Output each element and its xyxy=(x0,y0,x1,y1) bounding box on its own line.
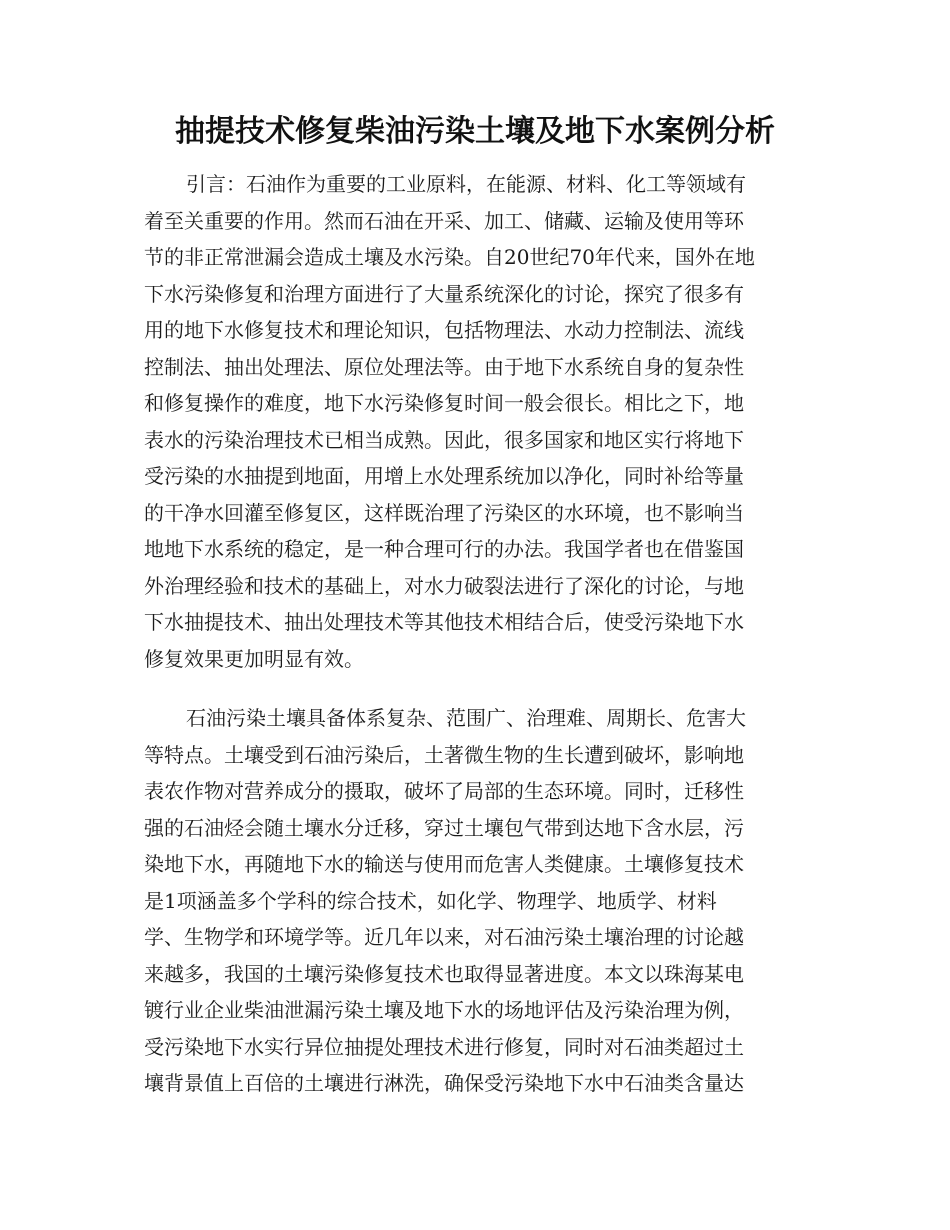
text-line: 地地下水系统的稳定，是一种合理可行的办法。我国学者也在借鉴国 xyxy=(144,537,744,561)
text-line: 表水的污染治理技术已相当成熟。因此，很多国家和地区实行将地下 xyxy=(144,427,744,452)
text-line: 强的石油烃会随土壤水分迁移，穿过土壤包气带到达地下含水层，污 xyxy=(144,815,744,840)
text-line: 来越多，我国的土壤污染修复技术也取得显著进度。本文以珠海某电 xyxy=(144,961,744,986)
text-line: 和修复操作的难度，地下水污染修复时间一般会很长。相比之下，地 xyxy=(144,391,744,415)
text-line: 用的地下水修复技术和理论知识，包括物理法、水动力控制法、流线 xyxy=(144,318,744,342)
text-line: 修复效果更加明显有效。 xyxy=(144,646,364,671)
text-line: 受污染地下水实行异位抽提处理技术进行修复，同时对石油类超过土 xyxy=(144,1034,744,1059)
paragraph-introduction xyxy=(144,166,814,677)
text-line: 着至关重要的作用。然而石油在开采、加工、储藏、运输及使用等环 xyxy=(144,208,744,233)
text-line: 表农作物对营养成分的摄取，破坏了局部的生态环境。同时，迁移性 xyxy=(144,779,744,803)
text-line: 下水抽提技术、抽出处理技术等其他技术相结合后，使受污染地下水 xyxy=(144,610,744,634)
text-line: 受污染的水抽提到地面，用增上水处理系统加以净化，同时补给等量 xyxy=(144,464,744,488)
text-line: 控制法、抽出处理法、原位处理法等。由于地下水系统自身的复杂性 xyxy=(144,354,744,379)
text-line: 等特点。土壤受到石油污染后，土著微生物的生长遭到破坏，影响地 xyxy=(144,742,744,767)
text-line: 引言：石油作为重要的工业原料，在能源、材料、化工等领域有 xyxy=(186,172,746,196)
text-line: 学、生物学和环境学等。近几年以来，对石油污染土壤治理的讨论越 xyxy=(144,925,744,949)
document-title: 抽提技术修复柴油污染土壤及地下水案例分析 xyxy=(175,114,775,149)
text-line: 节的非正常泄漏会造成土壤及水污染。自20世纪70年代来，国外在地 xyxy=(144,245,755,269)
text-line: 是1项涵盖多个学科的综合技术，如化学、物理学、地质学、材料 xyxy=(144,888,717,913)
text-line: 下水污染修复和治理方面进行了大量系统深化的讨论，探究了很多有 xyxy=(144,281,744,306)
text-line: 壤背景值上百倍的土壤进行淋洗，确保受污染地下水中石油类含量达 xyxy=(144,1071,744,1095)
paragraph-body xyxy=(144,700,814,1102)
text-line: 的干净水回灌至修复区，这样既治理了污染区的水环境，也不影响当 xyxy=(144,500,744,525)
text-line: 染地下水，再随地下水的输送与使用而危害人类健康。土壤修复技术 xyxy=(144,852,744,876)
text-line: 外治理经验和技术的基础上，对水力破裂法进行了深化的讨论，与地 xyxy=(144,573,744,598)
text-line: 石油污染土壤具备体系复杂、范围广、治理难、周期长、危害大 xyxy=(186,706,746,730)
text-line: 镀行业企业柴油泄漏污染土壤及地下水的场地评估及污染治理为例， xyxy=(144,998,744,1022)
